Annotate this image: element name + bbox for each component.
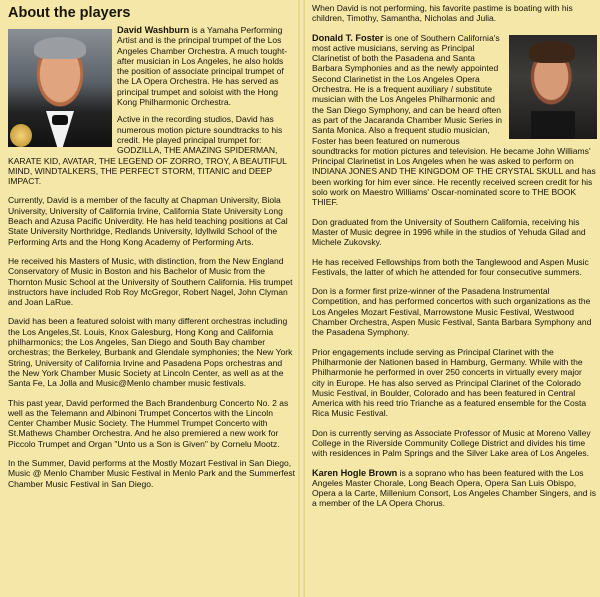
bio-paragraph: When David is not performing, his favorite pastime is boating with his children, Timothy, Samantha, Nicholas and Julia.	[312, 3, 573, 24]
bio-paragraph: Active in the recording studios, David has numerous motion picture soundtracks to his credit. He played principal trumpet for: GODZILLA, THE AMAZING SPIDERMAN, KARATE KID, AVATAR, THE LEGEND OF ZORRO, TROY, A BEAUTIFUL MIND, WINDTALKERS, THE PERFECT STORM, TITANIC and DEEP IMPACT.	[8, 114, 287, 187]
right-column	[305, 0, 600, 518]
photo-hair	[529, 41, 575, 63]
bio-paragraph: In the Summer, David performs at the Mostly Mozart Festival in San Diego, Music @ Menlo Chamber Music Festival in Menlo Park and the Summerfest Chamber Music Festival in San Diego.	[8, 457, 296, 489]
bio-text: is one of Southern California's most active musicians, serving as Principal Clarinetist of both the Pasadena and Santa Barbara Symphonies and as the newly appointed Second Clarinetist in the Los Angeles Opera Orchestra. He is a frequent auxiliary / substitute musician with the Los Angeles Philharmonic and the San Diego Symphony, and can be heard often as part of the Jacaranda Chamber Music Series in Santa Monica. Also a frequent studio musician, Foster has been featured on numerous soundtracks for motion pictures and television. He became John Williams' Principal Clarinetist in Los Angeles when he was asked to perform on INDIANA JONES AND THE KINGDOM OF THE CRYSTAL SKULL and has been working for him ever since. He recently received screen credit for his solo work on Maestro Williams' Oscar-nominated score to THE BOOK THIEF.	[312, 32, 596, 208]
bio-paragraph: Prior engagements include serving as Principal Clarinet with the Philharmonie der Nationen based in Hamburg, Germany. While with the Philharmonie he performed in over 250 concerts in virtually every major city in Europe. He has also served as Principal Clarinet of the Colorado Music Festival, in Boulder, Colorado and has been featured in Central America with his reed trio Trianche as a featured ensemble for the Costa Rica Music Festival.	[312, 346, 587, 419]
donald-foster-photo	[509, 35, 597, 139]
right-body	[305, 0, 600, 509]
trumpet-icon	[10, 124, 32, 147]
player-name: David Washburn	[117, 25, 190, 35]
left-body	[0, 25, 298, 489]
section-heading: About the players	[8, 5, 131, 21]
bio-paragraph: This past year, David performed the Bach Brandenburg Concerto No. 2 as well as the Telemann and Albinoni Trumpet Concertos with the Lincoln Center Chamber Music Society. The Hummel Trumpet Concerto with St.Mathews Chamber Orchestra. And he also premiered a new work for Piccolo Trumpet and Organ "Unto us a Son is Given" by Cornelu Mootz.	[8, 397, 289, 449]
bio-paragraph	[312, 468, 597, 509]
player-name: Karen Hogle Brown	[312, 467, 398, 478]
bio-paragraph: He has received Fellowships from both the Tanglewood and Aspen Music Festivals, the latter of which he attended for four consecutive summers.	[312, 256, 589, 277]
player-name: Donald T. Foster	[312, 32, 384, 43]
bio-paragraph: Currently, David is a member of the faculty at Chapman University, Biola University, University of California Irvine, California State University Long Beach and Azusa Pacific Univerdity. He has held teaching positions at Cal State University Northridge, Redlands University, Idyllwild School of the Performing Arts and the Hong Kong Academy of Performing Arts.	[8, 195, 288, 247]
bio-paragraph: Don is a former first prize-winner of the Pasadena Instrumental Competition, and has performed concertos with such organizations as the Los Angeles Mozart Festival, Marrowstone Music Festival, Westwood Chamber Orchestra, Aspen Music Festival, Santa Barbara Symphony and the Pasadena Symphony.	[312, 286, 592, 338]
photo-hair	[34, 37, 86, 59]
left-column	[0, 0, 298, 498]
bio-text: is a soprano who has been featured with the Los Angeles Master Chorale, Long Beach Opera, Opera San Luis Obispo, Opera a la Carte, Millenium Consort, Los Angeles Chamber Singers, and is a member of the LA Opera Chorus.	[312, 467, 597, 509]
david-washburn-photo	[8, 29, 112, 147]
column-divider	[298, 0, 305, 597]
bio-text: is a Yamaha Performing Artist and is the principal trumpet of the Los Angeles Chamber Orchestra. A much tought-after musician in Los Angeles, he also holds the position of associate principal trumpet of the LA Opera Orchestra. He has served as principal trumpet and soloist with the Hong Kong Philharmonic Orchestra.	[117, 25, 288, 108]
bio-paragraph: David has been a featured soloist with many different orchestras including the Los Angeles,St. Louis, Knox Galesburg, Hong Kong and California philharmonics; the Los Angeles, San Diego and South Bay chamber orchestras; the Berkeley, Burbank and Glendale symphonies; the New York String, University of California Irvine and Pasadena Pops orchestras and the New York Chamber Music Society at Lincoln Center, as well as at the Santa Fe, La Jolla and Music@Menlo chamber music festivals.	[8, 316, 293, 389]
bio-paragraph: Don is currently serving as Associate Professor of Music at Moreno Valley College in the Riverside Community College District and divides his time with residences in Palm Springs and the Silver Lake area of Los Angeles.	[312, 427, 591, 459]
photo-shirt	[531, 111, 575, 139]
bio-paragraph: Don graduated from the University of Southern California, receiving his Master of Music degree in 1996 while in the studios of Yehuda Gilad and Michele Zukovsky.	[312, 216, 586, 248]
photo-bowtie	[52, 115, 68, 125]
bio-paragraph: He received his Masters of Music, with distinction, from the New England Conservatory of Music in Boston and his Bachelor of Music from the Thornton Music School at the University of Southern California. His trumpet instructors have included Rob Roy McGregor, Robert Nagel, John Clyman and Joan LaRue.	[8, 255, 293, 308]
